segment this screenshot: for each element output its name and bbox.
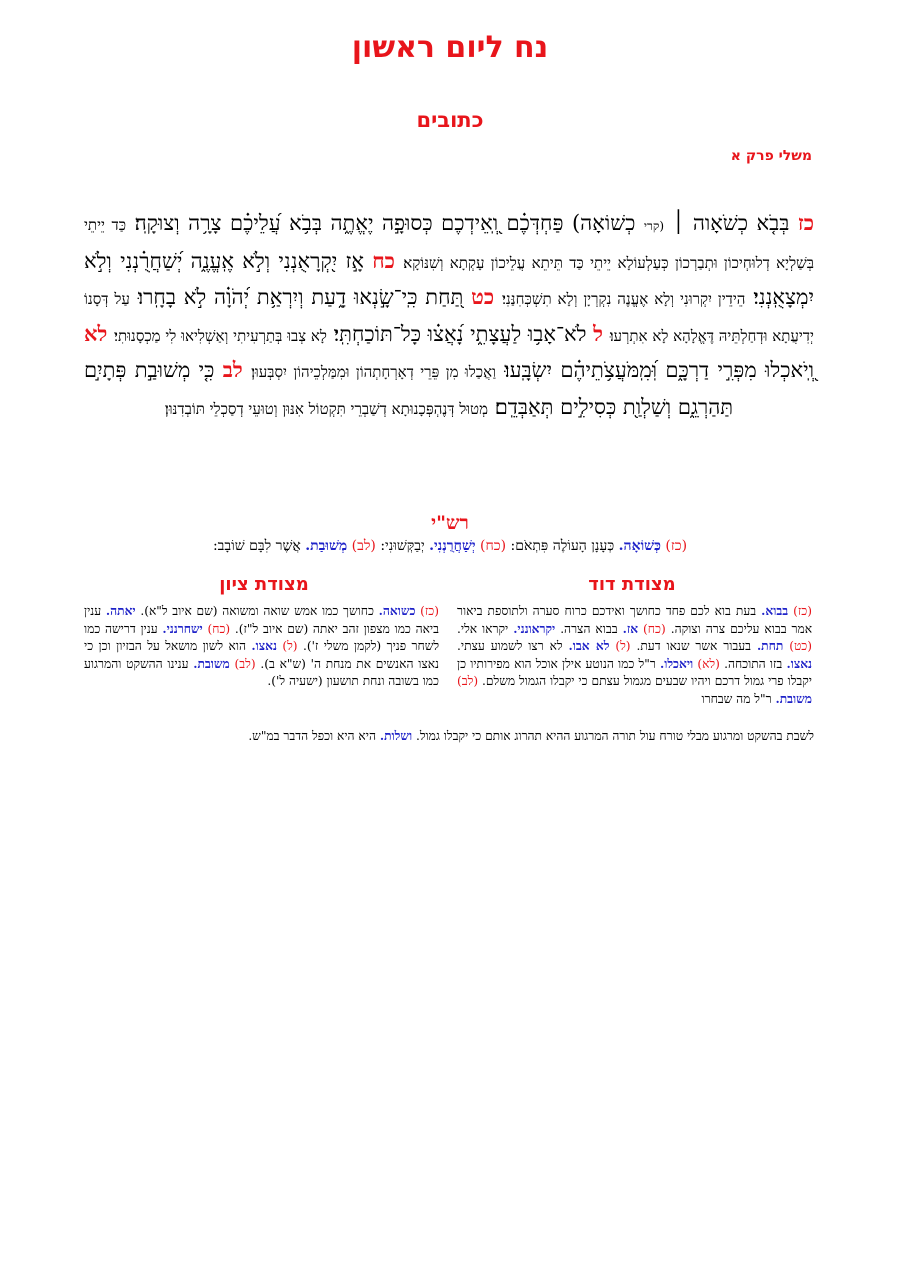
metzudat-david-title: מצודת דוד bbox=[588, 574, 676, 595]
commentary-ref: (לב) bbox=[234, 656, 256, 671]
rashi-commentary bbox=[0, 538, 900, 555]
commentary-text: בעבור אשר שנאו דעת. bbox=[636, 639, 752, 653]
commentary-text: בעת בוא לכם פחד כחושך ואידכם כרוח סערה ולתוספת ביאור אמר בבוא עליכם צרה וצוקה. bbox=[457, 604, 813, 636]
commentary-headword: נאצו. bbox=[786, 656, 813, 671]
commentary-ref: (כז) bbox=[793, 604, 813, 618]
verse bbox=[107, 322, 603, 346]
commentary-text: היא היא וכפל הדבר במ"ש. bbox=[248, 729, 376, 743]
commentary-headword: כשואה. bbox=[378, 604, 416, 618]
commentary-ref: (כט) bbox=[789, 639, 813, 653]
rashi-headword: מְשׁוּבַת. bbox=[305, 538, 348, 554]
verse-targum: מְטוּל דְּנֶהְפְּכָנוּתָא דְשַׁבְרֵי תִּקְטוֹל אִנּוּן וְטוּעֵי דְסַכְלֵי תּוֹבְדִנּוּן׃ bbox=[164, 399, 488, 418]
metzudat-tsion-title: מצודת ציון bbox=[219, 574, 309, 595]
metzudat-david-continuation bbox=[84, 728, 814, 746]
verse-hebrew: בְּבֹ֤א כְשֹׁאָוה ׀ bbox=[672, 211, 790, 235]
commentary-headword: יאתה. bbox=[105, 604, 136, 618]
verse-number: לב bbox=[222, 357, 243, 382]
commentary-text: בבוא הצרה. bbox=[560, 621, 618, 636]
commentary-text: ר"ל מה שבחרו bbox=[701, 691, 772, 706]
commentary-text: ענין ביאה כמו מצפון זהב יאתה (שם איוב ל"ז). bbox=[84, 604, 440, 636]
commentary-ref: (לא) bbox=[697, 656, 720, 671]
rashi-headword: כְּשׁוֹאָה. bbox=[618, 538, 661, 554]
commentary-text: ר"ל כמו הנוטע אילן אוכל הוא מפירותיו כן יקבלו פרי גמול דרכם ויהיו שבעים מגמול עצתם כי יקבלו הגמול משלם. bbox=[457, 656, 812, 688]
commentary-text: כחושך כמו אמש שואה ומשואה (שם איוב ל"א). bbox=[140, 604, 374, 618]
commentary-text: ענין דרישה כמו לשחר פניך (לקמן משלי ז'). bbox=[84, 621, 440, 653]
qere-note: (קרי bbox=[643, 219, 665, 233]
commentary-headword: לא אבו. bbox=[568, 639, 610, 653]
metzudat-david-commentary bbox=[457, 603, 812, 708]
commentary-text: בזו התוכחה. bbox=[724, 656, 783, 671]
verse-hebrew: כִּ֤י מְשׁוּבַ֣ת פְּתָיִ֣ם תַּהַרְגֵ֑ם וְשַׁלְוַ֖ת כְּסִילִ֣ים תְּאַבְּדֵֽם׃ bbox=[84, 358, 734, 419]
verse-hebrew: אָ֣ז יִ֭קְרָאֻנְנִי וְלֹ֣א אֶֽעֱנֶ֑ה יְ֝שַׁחֲרֻ֗נְנִי וְלֹ֣א יִמְצָאֻֽנְנִי׃ bbox=[84, 248, 814, 309]
commentary-ref: (לב) bbox=[457, 674, 479, 688]
scripture-text bbox=[84, 206, 814, 426]
commentary-headword: ישחרנני. bbox=[162, 621, 203, 636]
commentary-ref: (כח) bbox=[643, 621, 666, 636]
qere-word: כְשׁוֹאָה) bbox=[571, 211, 636, 235]
rashi-text: יְבַקְּשׁוּנִי: bbox=[380, 538, 425, 554]
verse-hebrew-cont: פַּחְדְּכֶ֗ם וְֽ֭אֵידְכֶם כְּסוּפָ֣ה יֶאֱתֶ֑ה בְּבֹ֥א עֲ֝לֵיכֶ֗ם צָרָ֥ה וְצוּקָֽה׃ bbox=[134, 211, 564, 235]
verse-targum: עַל דְּסָנוֹ יְדִיעֲתָא וּדְחַלְתֵּיהּ דֶּאֱלָהָא לָא אִתְרְעוּ׃ bbox=[84, 290, 814, 345]
commentary-text: לא רצו לשמוע עצתי. bbox=[457, 639, 563, 653]
verse-number: כז bbox=[797, 210, 814, 235]
verse-number: לא bbox=[84, 320, 108, 346]
commentary-headword: תחת. bbox=[756, 639, 784, 653]
rashi-text: כְּעָנָן הָעוֹלֶה פִּתְאֹם: bbox=[510, 538, 615, 554]
commentary-headword: משובת. bbox=[775, 691, 812, 706]
rashi-ref: (לב) bbox=[351, 538, 376, 554]
verse-hebrew: לֹא־אָב֥וּ לַעֲצָתִ֑י נָ֝אֲצ֗וּ כָּל־תּוֹכַחְתִּֽי׃ bbox=[333, 321, 587, 346]
commentary-ref: (כז) bbox=[420, 604, 440, 618]
commentary-headword: אז. bbox=[622, 621, 639, 636]
verse-hebrew: וְֽ֭יֹאכְלוּ מִפְּרִ֣י דַרְכָּ֑ם וּֽ֝מִֽמֹּעֲצֹ֥תֵיהֶ֗ם יִשְׂבָּֽעוּ׃ bbox=[504, 358, 814, 382]
commentary-headword: נאצו. bbox=[251, 639, 277, 653]
verse-targum: לָא צְבוּ בְּתַרְעִיתִי וְאַשְׁלִיאוּ לִי מַכְסָנוּתִי׃ bbox=[114, 326, 327, 345]
section-title: כתובים bbox=[416, 108, 484, 132]
rashi-headword: יְשַׁחֲרֻנְנִי. bbox=[429, 538, 476, 554]
rashi-ref: (כז) bbox=[665, 538, 688, 554]
commentary-text: לשבת בהשקט ומרגוע מבלי טורח עול תורה המרגוע ההיא תהרוג אותם כי יקבלו גמול. bbox=[415, 729, 814, 743]
commentary-headword: יקראונני. bbox=[513, 621, 556, 636]
rashi-ref: (כח) bbox=[480, 538, 507, 554]
verse-targum: כַּד יֵיתֵי בְּשַׁלְיָא דְלוּחְיכוֹן וּתְבַרְכוֹן כְּעַלְעוֹלָא יֵיתֵי כַּד תֵּיתֵא עֲלֵיכוֹן עָקְתָא וְשִׁנּוֹקָא׃ bbox=[84, 216, 814, 272]
commentary-text: יקראו אלי. bbox=[457, 621, 509, 636]
commentary-text: הוא לשון מושאל על הבזיון וכן כי נאצו האנשים את מנחת ה' (ש"א ב). bbox=[84, 639, 439, 671]
chapter-label: משלי פרק א bbox=[730, 148, 812, 164]
verse-number: כח bbox=[372, 247, 395, 273]
commentary-headword: ושלות. bbox=[379, 729, 413, 743]
commentary-headword: בבוא. bbox=[761, 604, 789, 618]
commentary-ref: (ל) bbox=[282, 639, 298, 653]
rashi-text: אֲשֶׁר לִבָּם שׁוֹבָב: bbox=[212, 538, 301, 554]
commentary-ref: (כח) bbox=[207, 621, 231, 636]
rashi-title: רש"י bbox=[431, 512, 469, 534]
verse-number: כט bbox=[471, 284, 495, 309]
page-title: נח ליום ראשון bbox=[351, 30, 549, 65]
commentary-headword: ויאכלו. bbox=[660, 656, 694, 671]
commentary-ref: (ל) bbox=[615, 639, 631, 653]
verse-targum: וַאֲכַלוּ מִן פֵּרֵי דְאָרְחָתְהוֹן וּמִמַּלְכֵיהוֹן יִסְבְּעוּן׃ bbox=[251, 363, 496, 381]
verse-targum: הֵידֵין יִקְרוּנִי וְלָא אֶעֱנֶה נִקְרְיָן וְלָא תִשְׁכְּחִנַּנִי׃ bbox=[501, 290, 746, 308]
verse-number: ל bbox=[593, 320, 603, 346]
metzudat-tsion-commentary bbox=[84, 603, 439, 691]
commentary-headword: משובת. bbox=[193, 656, 230, 671]
commentary-text: ענינו ההשקט והמרגוע כמו בשובה ונחת תושעון (ישעיה ל'). bbox=[84, 656, 439, 688]
verse-hebrew: תַּ֭חַת כִּֽי־שָׂ֣נְאוּ דָ֑עַת וְיִרְאַ֥ת יְ֝הֹוָ֗ה לֹ֣א בָחָֽרוּ׃ bbox=[137, 285, 464, 309]
